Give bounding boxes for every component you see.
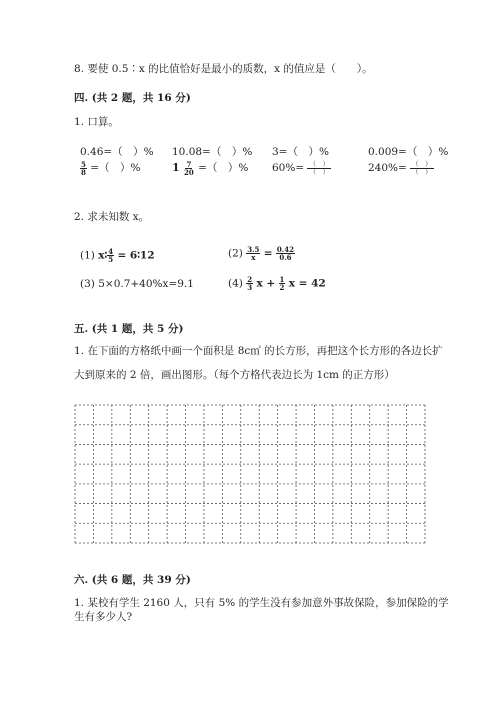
grid-paper[interactable] xyxy=(74,404,426,544)
oral-item-r1c4: 0.009=（ ）% xyxy=(368,146,449,158)
question-5-1-line-1: 1. 在下面的方格纸中画一个面积是 8c㎡ 的长方形，再把这个长方形的各边长扩 xyxy=(74,345,443,357)
fraction-numerator: （ ） xyxy=(412,160,432,168)
equation-part: x∶ xyxy=(98,249,108,262)
equation-part: x + xyxy=(256,277,276,290)
fraction xyxy=(183,161,195,176)
fraction-numerator: 1 xyxy=(279,275,285,284)
question-8: 8. 要使 0.5∶x 的比值恰好是最小的质数，x 的值应是（ ）。 xyxy=(74,63,373,75)
oral-rest: =（ ）% xyxy=(90,162,141,174)
fraction-numerator: 5 xyxy=(81,159,86,169)
fraction xyxy=(246,276,253,291)
equation-number: (4) xyxy=(228,277,243,290)
fraction xyxy=(276,246,295,261)
oral-left: 60%= xyxy=(272,162,305,174)
oral-item-r2c4 xyxy=(368,161,434,175)
fraction xyxy=(80,161,87,176)
oral-item-r1c1: 0.46=（ ）% xyxy=(80,146,154,158)
equation-number: (1) xyxy=(80,249,95,262)
oral-item-r1c2: 10.08=（ ）% xyxy=(172,146,253,158)
section-6-heading: 六. (共 6 题，共 39 分) xyxy=(74,574,191,586)
fraction-numerator: 0.42 xyxy=(276,245,294,254)
mixed-whole: 1 xyxy=(172,161,180,174)
equation-part: = 6∶12 xyxy=(117,249,155,262)
equation-2 xyxy=(228,246,295,261)
oral-item-r2c2 xyxy=(172,160,248,176)
fraction-numerator: 7 xyxy=(186,159,192,169)
fraction-numerator: （ ） xyxy=(309,160,329,168)
question-4-1-label: 1. 口算。 xyxy=(74,116,119,128)
section-4-heading: 四. (共 2 题，共 16 分) xyxy=(74,92,191,104)
question-5-1-line-2: 大到原来的 2 倍，画出图形。（每个方格代表边长为 1cm 的正方形） xyxy=(74,369,395,381)
equation-part: = xyxy=(263,247,273,260)
equation-3: (3) 5×0.7+40%x=9.1 xyxy=(80,278,194,290)
fraction-denominator: 20 xyxy=(184,167,194,177)
equation-4 xyxy=(228,276,326,291)
question-6-1-line-2: 生有多少人? xyxy=(74,611,133,623)
fraction-denominator: 0.6 xyxy=(279,253,292,262)
fraction-numerator: 4 xyxy=(108,247,114,256)
blank-fraction xyxy=(307,161,331,175)
oral-item-r1c3: 3=（ ）% xyxy=(272,146,329,158)
equation-1 xyxy=(80,248,155,263)
blank-fraction xyxy=(410,161,434,175)
oral-rest: =（ ）% xyxy=(198,162,249,174)
question-4-2-label: 2. 求未知数 x。 xyxy=(74,211,150,223)
fraction-denominator: x xyxy=(251,253,256,262)
fraction xyxy=(279,276,286,291)
oral-item-r2c3 xyxy=(272,161,331,175)
fraction-denominator: （ ） xyxy=(412,167,432,176)
question-6-1-line-1: 1. 某校有学生 2160 人，只有 5% 的学生没有参加意外事故保险，参加保险的学 xyxy=(74,597,449,609)
equation-number: (2) xyxy=(228,247,243,260)
oral-item-r2c1 xyxy=(80,160,141,176)
section-5-heading: 五. (共 1 题，共 5 分) xyxy=(74,323,184,335)
fraction xyxy=(107,248,114,263)
fraction xyxy=(246,246,260,261)
fraction-denominator: 8 xyxy=(81,167,86,177)
fraction-denominator: 5 xyxy=(108,255,114,264)
fraction-numerator: 3.5 xyxy=(247,245,260,254)
fraction-numerator: 2 xyxy=(247,275,253,284)
fraction-denominator: （ ） xyxy=(309,167,329,176)
oral-left: 240%= xyxy=(368,162,407,174)
fraction-denominator: 2 xyxy=(279,283,285,292)
fraction-denominator: 3 xyxy=(247,283,253,292)
equation-part: x = 42 xyxy=(288,277,326,290)
